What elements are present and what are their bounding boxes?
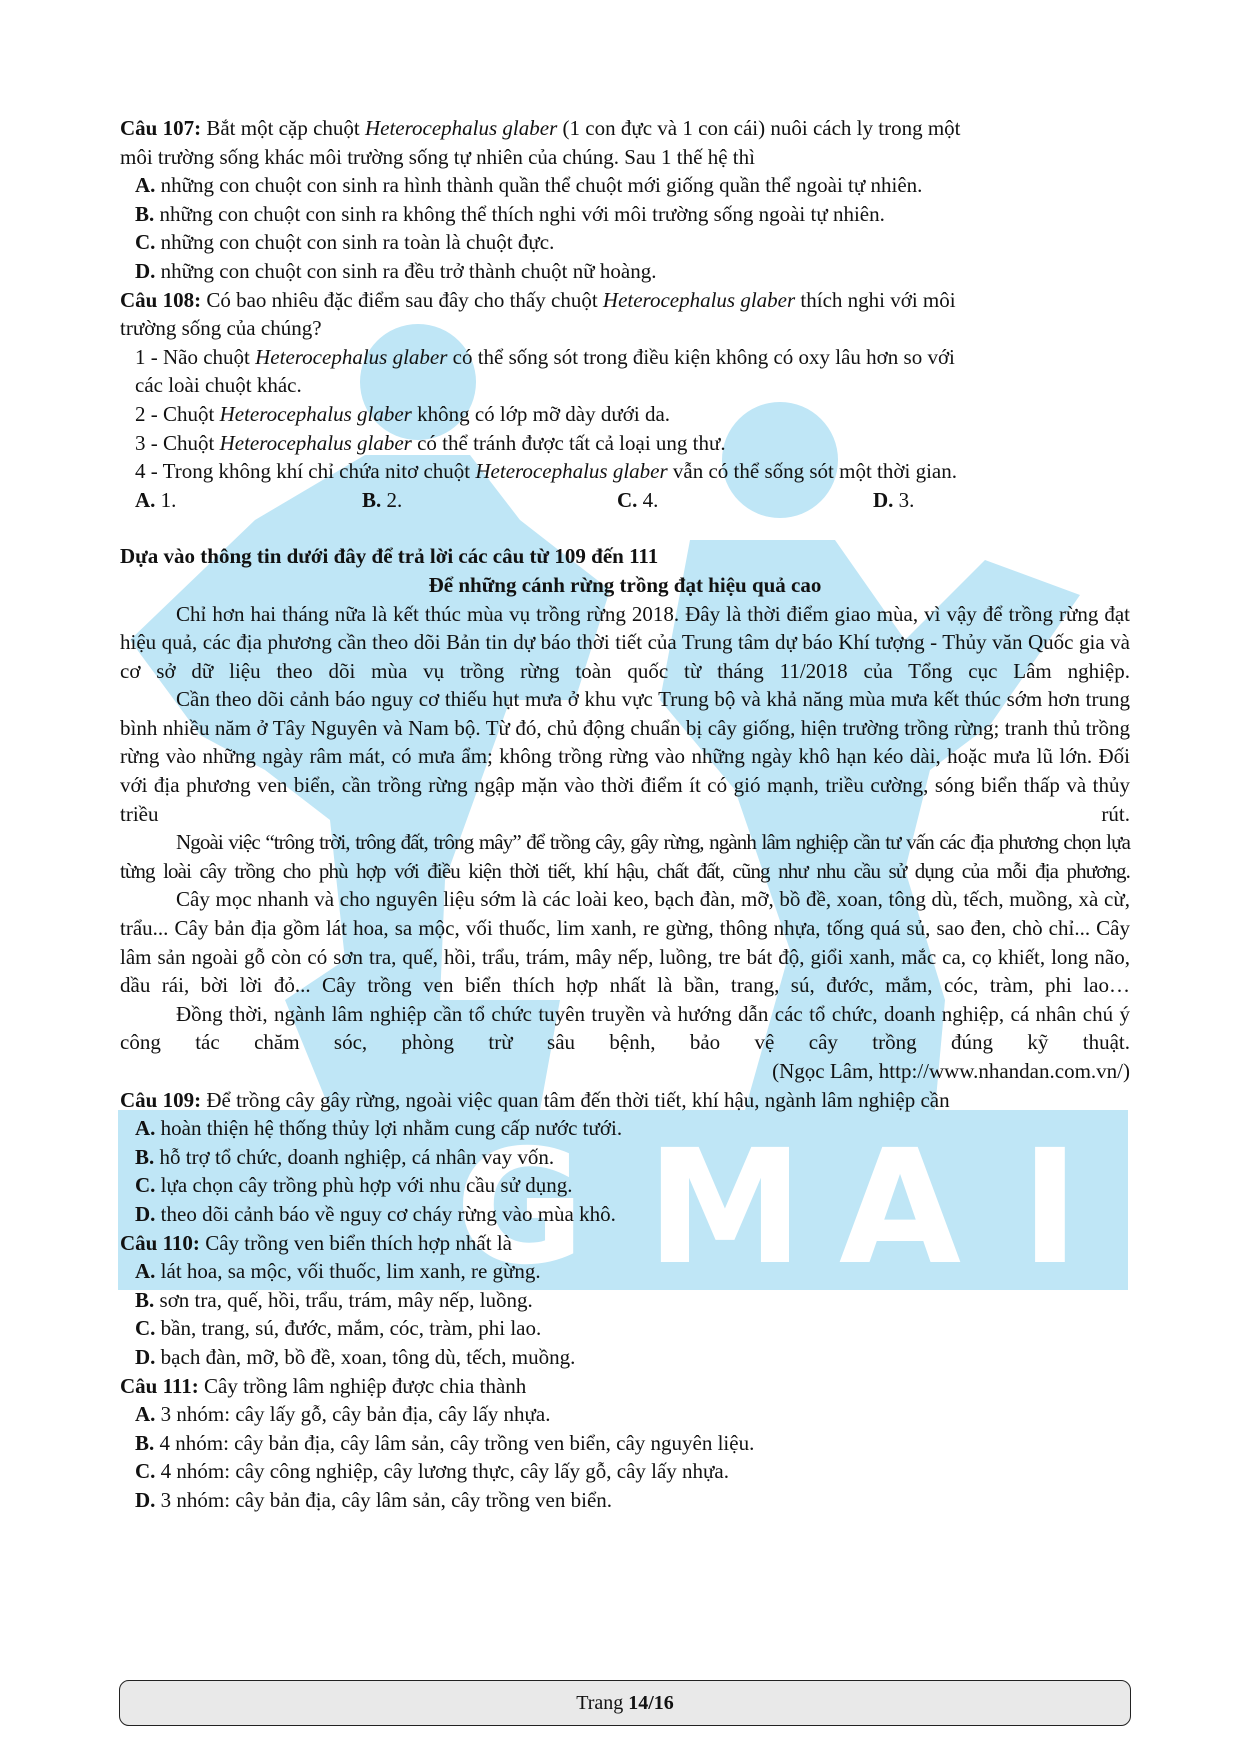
question-108-stem: Câu 108: Có bao nhiêu đặc điểm sau đây cho thấy chuột Heterocephalus glaber thích nghi với môi [120,287,956,312]
question-111-option-d: D. 3 nhóm: cây bản địa, cây lâm sản, cây trồng ven biển. [135,1487,613,1512]
question-108-stem-line2: trường sống của chúng? [120,316,322,341]
question-108-options [120,486,1130,515]
passage-paragraph-4: Cây mọc nhanh và cho nguyên liệu sớm là các loài keo, bạch đàn, mỡ, bồ đề, xoan, tông dù, tếch, muồng, xà cừ, trẩu... Cây bản địa gồm lát hoa, sa mộc, vối thuốc, lim xanh, re gừng, thông nhựa, tống quá sủ, sao đen, chò chỉ... Cây lâm sản ngoài gỗ còn có sơn tra, quế, hồi, trẩu, trám, mây nếp, luồng, tre bát độ, giổi xanh, mắc ca, cọ khiết, long não, dầu rái, bời lời đỏ... Cây trồng ven biển thích hợp nhất là bần, trang, sú, đước, mắm, cóc, tràm, phi lao… [120,887,1130,998]
passage-paragraph-3: Ngoài việc “trông trời, trông đất, trông mây” để trồng cây, gây rừng, ngành lâm nghiệp cần tư vấn các địa phương chọn lựa từng loài cây trồng cho phù hợp với điều kiện thời tiết, khí hậu, chất đất, cũng như nhu cầu sử dụng của mỗi địa phương. [120,830,1130,883]
passage-paragraph-5: Đồng thời, ngành lâm nghiệp cần tổ chức tuyên truyền và hướng dẫn các tổ chức, doanh nghiệp, cá nhân chú ý công tác chăm sóc, phòng trừ sâu bệnh, bảo vệ cây trồng đúng kỹ thuật. [120,1001,1130,1055]
passage-paragraph-2: Cần theo dõi cảnh báo nguy cơ thiếu hụt mưa ở khu vực Trung bộ và khả năng mùa mưa kết thúc sớm hơn trung bình nhiều năm ở Tây Nguyên và Nam bộ. Từ đó, chủ động chuẩn bị cây giống, hiện trường trồng rừng; tranh thủ trồng rừng vào những ngày râm mát, có mưa ẩm; không trồng rừng vào những ngày khô hạn kéo dài, hoặc mưa lũ lớn. Đối với địa phương ven biển, cần trồng rừng ngập mặn vào thời điểm ít có gió mạnh, triều cường, sóng biển thấp và thủy triều rút. [120,687,1130,826]
question-108-option-d: D. 3. [873,487,915,512]
question-110-option-b: B. sơn tra, quế, hồi, trẩu, trám, mây nếp, luồng. [135,1287,533,1312]
question-111-option-c: C. 4 nhóm: cây công nghiệp, cây lương thực, cây lấy gỗ, cây lấy nhựa. [135,1459,730,1484]
watermark-letter-m: M [646,1116,804,1300]
question-108-option-a: A. 1. [135,487,177,512]
page-content [120,114,1130,1515]
question-109-stem: Câu 109: Để trồng cây gây rừng, ngoài việc quan tâm đến thời tiết, khí hậu, ngành lâm nghiệp cần [120,1087,950,1112]
spacer [120,514,1130,542]
question-107-option-a: A. những con chuột con sinh ra hình thành quần thể chuột mới giống quần thể ngoài tự nhiên. [135,173,923,198]
question-111-option-a: A. 3 nhóm: cây lấy gỗ, cây bản địa, cây lấy nhựa. [135,1402,551,1427]
question-108-statement-3: 3 - Chuột Heterocephalus glaber có thể tránh được tất cả loại ung thư. [135,430,726,455]
watermark-letter-i: I [1020,1116,1080,1300]
question-109-option-d: D. theo dõi cảnh báo về nguy cơ cháy rừng vào mùa khô. [135,1201,616,1226]
question-107-option-d: D. những con chuột con sinh ra đều trở thành chuột nữ hoàng. [135,258,657,283]
passage-intro: Dựa vào thông tin dưới đây để trả lời các câu từ 109 đến 111 [120,544,659,569]
question-110-stem: Câu 110: Cây trồng ven biển thích hợp nhất là [120,1230,512,1255]
watermark-letter-a: A [838,1116,962,1300]
question-111-stem: Câu 111: Cây trồng lâm nghiệp được chia thành [120,1373,527,1398]
page-number: 14/16 [628,1691,674,1714]
watermark-letter-g: G [455,1116,585,1300]
question-109-option-a: A. hoàn thiện hệ thống thủy lợi nhằm cung cấp nước tưới. [135,1116,623,1141]
question-110-option-d: D. bạch đàn, mỡ, bồ đề, xoan, tông dù, tếch, muồng. [135,1344,576,1369]
question-107-option-c: C. những con chuột con sinh ra toàn là chuột đực. [135,230,555,255]
question-108-statement-4: 4 - Trong không khí chỉ chứa nitơ chuột Heterocephalus glaber vẫn có thể sống sót một thời gian. [135,459,957,484]
question-108-option-c: C. 4. [617,487,659,512]
question-108-statement-1-line2: các loài chuột khác. [135,373,302,398]
question-111-option-b: B. 4 nhóm: cây bản địa, cây lâm sản, cây trồng ven biển, cây nguyên liệu. [135,1430,755,1455]
passage-source: (Ngọc Lâm, http://www.nhandan.com.vn/) [772,1059,1130,1083]
question-110-option-c: C. bần, trang, sú, đước, mắm, cóc, tràm, phi lao. [135,1316,542,1341]
question-108-option-b: B. 2. [362,487,403,512]
passage-title: Để những cánh rừng trồng đạt hiệu quả cao [428,572,822,597]
question-107-stem-line2: môi trường sống khác môi trường sống tự nhiên của chúng. Sau 1 thế hệ thì [120,144,755,169]
page-number-prefix: Trang [576,1691,629,1714]
question-110-option-a: A. lát hoa, sa mộc, vối thuốc, lim xanh, re gừng. [135,1259,541,1284]
question-109-option-c: C. lựa chọn cây trồng phù hợp với nhu cầu sử dụng. [135,1173,573,1198]
page-footer [119,1680,1131,1726]
question-108-statement-1: 1 - Não chuột Heterocephalus glaber có thể sống sót trong điều kiện không có oxy lâu hơn so với [135,344,955,369]
question-107-stem: Câu 107: Bắt một cặp chuột Heterocephalus glaber (1 con đực và 1 con cái) nuôi cách ly trong một [120,116,961,140]
question-107-option-b: B. những con chuột con sinh ra không thể thích nghi với môi trường sống ngoài tự nhiên. [135,201,885,226]
question-109-option-b: B. hỗ trợ tổ chức, doanh nghiệp, cá nhân vay vốn. [135,1144,555,1169]
passage-paragraph-1: Chỉ hơn hai tháng nữa là kết thúc mùa vụ trồng rừng 2018. Đây là thời điểm giao mùa, vì vậy để trồng rừng đạt hiệu quả, các địa phương cần theo dõi Bản tin dự báo thời tiết của Trung tâm dự báo Khí tượng - Thủy văn Quốc gia và cơ sở dữ liệu theo dõi mùa vụ trồng rừng toàn quốc từ tháng 11/2018 của Tổng cục Lâm nghiệp. [120,601,1130,683]
question-108-statement-2: 2 - Chuột Heterocephalus glaber không có lớp mỡ dày dưới da. [135,401,671,426]
